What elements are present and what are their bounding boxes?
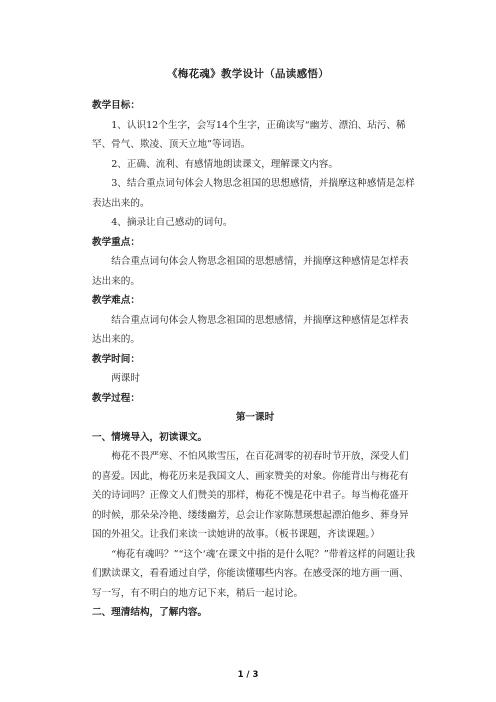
goal-item: 4、摘录让自己感动的词句。	[111, 217, 233, 228]
goal-item: 2、正确、流利、有感情地朗读课文，理解课文内容。	[111, 158, 338, 170]
paragraph: “梅花有魂吗？”“这个‘魂’在课文中指的是什么呢？”带着这样的问题让我们默读课文，看看通过自学，你能读懂哪些内容。在感受深的地方画一画、写一写，有不明白的地方记下来，稍后一起讨论。	[92, 548, 416, 599]
time-text: 两课时	[111, 373, 140, 384]
goals-heading: 教学目标：	[92, 100, 140, 111]
section-heading: 一、情境导入，初读课文。	[92, 431, 208, 443]
difficulty-text: 结合重点词句体会人物思念祖国的思想感情，并揣摩这种感情是怎样表达出来的。	[92, 314, 409, 345]
focus-heading: 教学重点：	[92, 236, 140, 248]
section-heading: 二、理清结构，了解内容。	[92, 607, 208, 618]
page-title: 《梅花魂》教学设计（品读感悟）	[167, 68, 329, 80]
focus-text: 结合重点词句体会人物思念祖国的思想感情，并揣摩这种感情是怎样表达出来的。	[92, 256, 409, 287]
lesson-heading: 第一课时	[235, 412, 275, 423]
document-body	[92, 96, 418, 623]
paragraph: 梅花不畏严寒、不怕风欺雪压，在百花凋零的初春时节开放，深受人们的喜爱。因此，梅花历来是我国文人、画家赞美的对象。你能背出与梅花有关的诗词吗？正像文人们赞美的那样，梅花不愧是花中君子。每当梅花盛开的时候，那朵朵冷艳、缕缕幽芳，总会让作家陈慧瑛想起漂泊他乡、葬身异国的外祖父。让我们来读一读她讲的故事。（板书课题，齐读课题。）	[92, 451, 409, 540]
goal-item: 3、结合重点词句体会人物思念祖国的思想感情，并揣摩这种感情是怎样表达出来的。	[92, 178, 415, 209]
page-number: 1 / 3	[237, 670, 259, 680]
goal-item: 1、认识12个生字，会写14个生字，正确读写“幽芳、漂泊、玷污、稀罕、骨气、欺凌、顶天立地”等词语。	[92, 119, 406, 150]
time-heading: 教学时间：	[92, 353, 140, 365]
difficulty-heading: 教学难点：	[92, 295, 140, 306]
process-heading: 教学过程：	[92, 392, 140, 404]
